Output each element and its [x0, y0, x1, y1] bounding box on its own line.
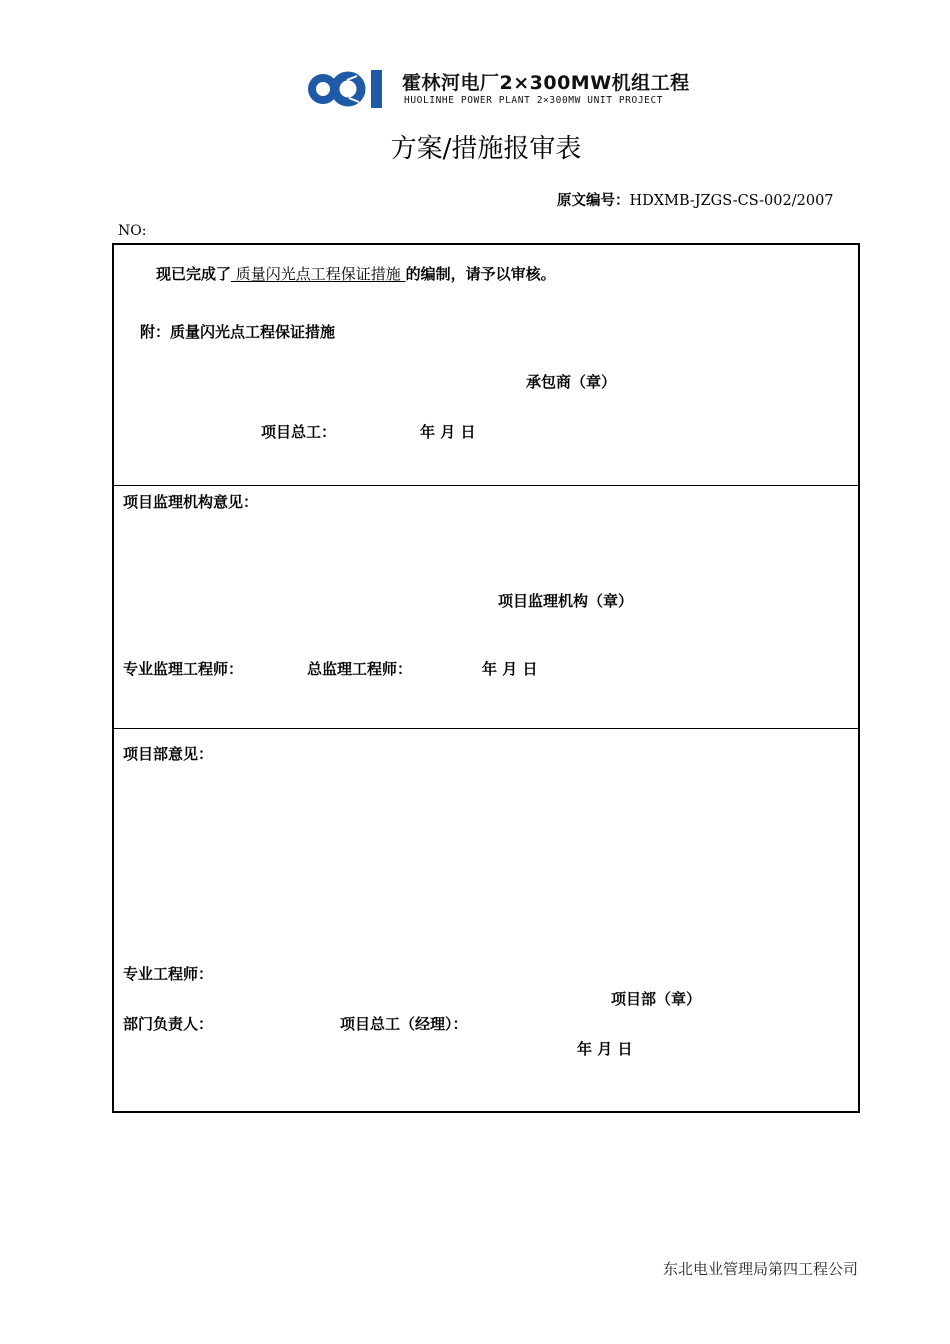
logo-chinese-name: 霍林河电厂2×300MW机组工程	[402, 72, 690, 94]
page-title: 方案/措施报审表	[390, 134, 582, 164]
chief-supervisor-label: 总监理工程师：	[307, 660, 413, 678]
review-form-table	[112, 243, 860, 1113]
engineer-label: 专业工程师：	[123, 965, 214, 983]
section-divider	[114, 728, 858, 729]
section1-date: 年 月 日	[420, 423, 476, 441]
dept-head-label: 部门负责人：	[123, 1015, 214, 1033]
supervision-opinion-heading: 项目监理机构意见：	[123, 493, 259, 511]
section3-date: 年 月 日	[577, 1040, 633, 1058]
section-divider	[114, 485, 858, 486]
contractor-stamp-label: 承包商（章）	[526, 373, 617, 391]
supervision-engineer-label: 专业监理工程师：	[123, 660, 244, 678]
project-dept-stamp-label: 项目部（章）	[611, 990, 702, 1008]
footer-company: 东北电业管理局第四工程公司	[662, 1260, 858, 1278]
doc-no-value: HDXMB-JZGS-CS-002/2007	[629, 193, 834, 209]
project-dept-opinion-heading: 项目部意见：	[123, 745, 214, 763]
attachment-line: 附：质量闪光点工程保证措施	[140, 323, 336, 341]
no-label: NO:	[118, 223, 147, 239]
doc-no-label: 原文编号：	[557, 192, 630, 209]
completion-subject[interactable]: 质量闪光点工程保证措施	[231, 265, 406, 283]
logo-english-name: HUOLINHE POWER PLANT 2×300MW UNIT PROJECT	[404, 95, 664, 106]
document-number	[557, 189, 834, 210]
section2-date: 年 月 日	[482, 660, 538, 678]
chief-engineer-label: 项目总工：	[261, 423, 337, 441]
completion-suffix: 的编制，请予以审核。	[405, 265, 556, 283]
supervision-stamp-label: 项目监理机构（章）	[498, 592, 634, 610]
completion-prefix: 现已完成了	[156, 265, 232, 283]
company-logo-icon	[305, 68, 395, 110]
completion-statement	[156, 263, 556, 284]
project-chief-label: 项目总工（经理）：	[340, 1015, 468, 1033]
